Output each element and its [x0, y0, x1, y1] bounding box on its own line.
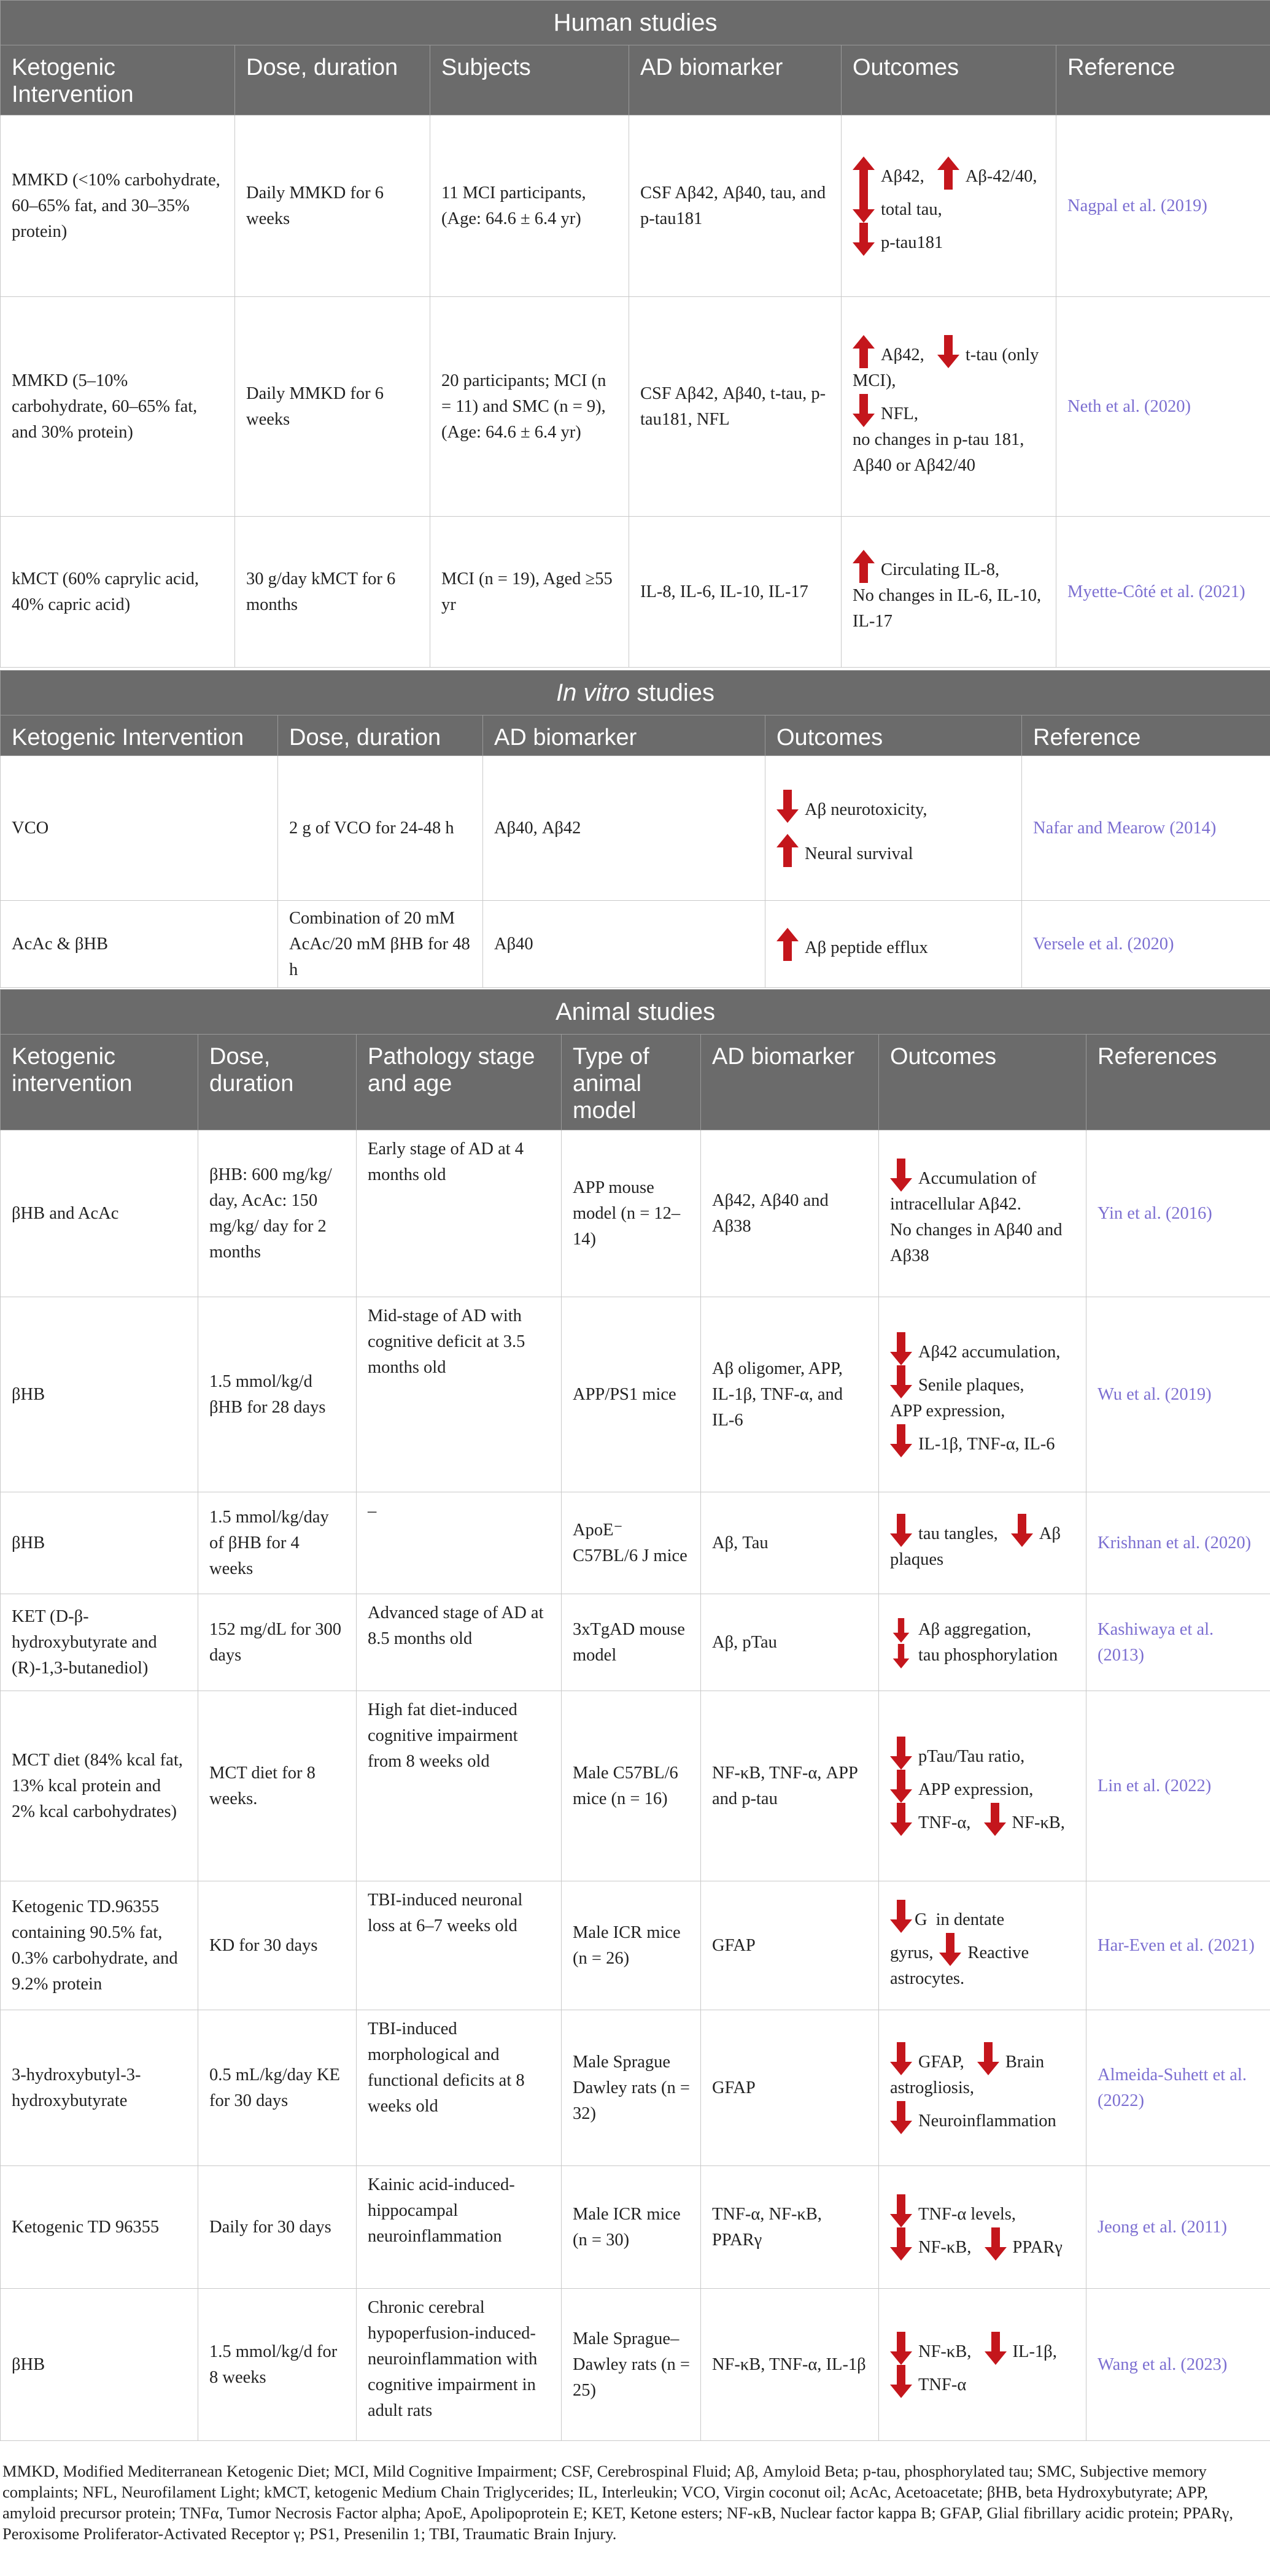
dose-cell: Combination of 20 mM AcAc/20 mM βHB for 48 h [278, 901, 483, 988]
table-row [1, 115, 1270, 297]
arrow-down-icon [939, 1933, 961, 1966]
table-footnote: MMKD, Modified Mediterranean Ketogenic Diet; MCI, Mild Cognitive Impairment; CSF, Cerebrospinal Fluid; Aβ, Amyloid Beta; p-tau, phosphorylated tau; SMC, Subjective memory complaints; NFL, Neurofilament Light; kMCT, ketogenic Medium Chain Triglycerides; IL, Interleukin; VCO, Virgin coconut oil; AcAc, Acetoacetate; βHB, beta Hydroxybutyrate; APP, amyloid precursor protein; TNFα, Tumor Necrosis Factor alpha; ApoE, Apolipoprotein E; KET, Ketone esters; NF-κB, Nuclear factor kappa B; GFAP, Glial fibrillary acidic protein; PPARγ, Peroxisome Proliferator-Activated Receptor γ; PS1, Presenilin 1; TBI, Traumatic Brain Injury. [2, 2462, 1234, 2543]
column-header: AD biomarker [483, 715, 765, 756]
table-row [1, 2010, 1270, 2166]
table-row [1, 2166, 1270, 2289]
outcomes-cell: G⁠ in dentate gyrus, Reactive astrocytes. [879, 1881, 1086, 2010]
column-header: Outcomes [765, 715, 1022, 756]
stage-cell: Chronic cerebral hypoperfusion-induced-neuroinflammation with cognitive impairment in adult rats [357, 2289, 562, 2441]
biomarker-cell: CSF Aβ42, Aβ40, tau, and p-tau181 [629, 115, 842, 297]
biomarker-cell: NF-κB, TNF-α, APP and p-tau [701, 1691, 879, 1881]
model-cell: Male C57BL/6 mice (n = 16) [562, 1691, 701, 1881]
column-header: Pathology stage and age [357, 1035, 562, 1130]
arrow-down-icon [985, 2227, 1007, 2261]
intervention-cell: βHB and AcAc [1, 1130, 198, 1297]
intervention-cell: βHB [1, 1492, 198, 1594]
subjects-cell: 11 MCI participants, (Age: 64.6 ± 6.4 yr) [430, 115, 629, 297]
table-row [1, 1130, 1270, 1297]
column-header: Outcomes [879, 1035, 1086, 1130]
column-header: Ketogenic Intervention [1, 715, 278, 756]
intervention-cell: MMKD (<10% carbohydrate, 60–65% fat, and 30–35% protein) [1, 115, 235, 297]
outcomes-cell: Aβ peptide efflux [765, 901, 1022, 988]
biomarker-cell: Aβ, Tau [701, 1492, 879, 1594]
reference-link[interactable]: Yin et al. (2016) [1086, 1130, 1270, 1297]
stage-cell: TBI-induced morphological and functional deficits at 8 weeks old [357, 2010, 562, 2166]
outcomes-cell: Accumulation of intracellular Aβ42. No changes in Aβ40 and Aβ38 [879, 1130, 1086, 1297]
arrow-down-icon [890, 1618, 912, 1643]
biomarker-cell: Aβ40, Aβ42 [483, 756, 765, 901]
biomarker-cell: Aβ40 [483, 901, 765, 988]
biomarker-cell: CSF Aβ42, Aβ40, t-tau, p-tau181, NFL [629, 297, 842, 517]
arrow-down-icon [890, 1737, 912, 1770]
intervention-cell: βHB [1, 1297, 198, 1492]
stage-cell: Early stage of AD at 4 months old [357, 1130, 562, 1297]
outcomes-cell: Circulating IL-8, No changes in IL-6, IL-10, IL-17 [842, 517, 1056, 668]
reference-link[interactable]: Wang et al. (2023) [1086, 2289, 1270, 2441]
arrow-down-icon [890, 2042, 912, 2075]
arrow-down-icon [853, 223, 875, 256]
column-header: References [1086, 1035, 1270, 1130]
invitro-studies-title: In vitro studies [1, 671, 1270, 715]
arrow-up-icon [853, 156, 875, 190]
stage-cell: – [357, 1492, 562, 1594]
table-row [1, 297, 1270, 517]
dose-cell: Daily for 30 days [198, 2166, 357, 2289]
intervention-cell: KET (D-β-hydroxybutyrate and (R)-1,3-butanediol) [1, 1594, 198, 1691]
outcomes-cell: Aβ42, t-tau (only MCI), NFL, no changes in p-tau 181, Aβ40 or Aβ42/40 [842, 297, 1056, 517]
stage-cell: TBI-induced neuronal loss at 6–7 weeks old [357, 1881, 562, 2010]
arrow-down-icon [890, 1770, 912, 1803]
arrow-down-icon [890, 2332, 912, 2365]
arrow-down-icon [776, 790, 799, 823]
arrow-down-icon [890, 1365, 912, 1398]
outcomes-cell: tau tangles, Aβ plaques [879, 1492, 1086, 1594]
biomarker-cell: Aβ42, Aβ40 and Aβ38 [701, 1130, 879, 1297]
human-studies-table [0, 0, 1270, 668]
intervention-cell: βHB [1, 2289, 198, 2441]
arrow-down-icon [890, 1159, 912, 1192]
model-cell: APP/PS1 mice [562, 1297, 701, 1492]
biomarker-cell: GFAP [701, 2010, 879, 2166]
dose-cell: 152 mg/dL for 300 days [198, 1594, 357, 1691]
biomarker-cell: Aβ, pTau [701, 1594, 879, 1691]
arrow-down-icon [890, 2101, 912, 2134]
intervention-cell: Ketogenic TD.96355 containing 90.5% fat, 0.3% carbohydrate, and 9.2% protein [1, 1881, 198, 2010]
reference-link[interactable]: Lin et al. (2022) [1086, 1691, 1270, 1881]
model-cell: APP mouse model (n = 12–14) [562, 1130, 701, 1297]
arrow-down-icon [890, 1514, 912, 1547]
reference-link[interactable]: Har-Even et al. (2021) [1086, 1881, 1270, 2010]
dose-cell: 0.5 mL/kg/day KE for 30 days [198, 2010, 357, 2166]
dose-cell: 30 g/day kMCT for 6 months [235, 517, 430, 668]
stage-cell: High fat diet-induced cognitive impairment from 8 weeks old [357, 1691, 562, 1881]
intervention-cell: 3-hydroxybutyl-3-hydroxybutyrate [1, 2010, 198, 2166]
dose-cell: Daily MMKD for 6 weeks [235, 297, 430, 517]
outcomes-cell: GFAP, Brain astrogliosis, Neuroinflammation [879, 2010, 1086, 2166]
model-cell: Male ICR mice (n = 30) [562, 2166, 701, 2289]
outcomes-cell: Aβ42, Aβ-42/40, total tau, p-tau181 [842, 115, 1056, 297]
biomarker-cell: NF-κB, TNF-α, IL-1β [701, 2289, 879, 2441]
arrow-up-icon [776, 834, 799, 867]
column-header: Dose, duration [198, 1035, 357, 1130]
intervention-cell: VCO [1, 756, 278, 901]
arrow-down-icon [1011, 1514, 1033, 1547]
stage-cell: Advanced stage of AD at 8.5 months old [357, 1594, 562, 1691]
arrow-down-icon [890, 1644, 912, 1668]
intervention-cell: Ketogenic TD 96355 [1, 2166, 198, 2289]
arrow-down-icon [977, 2042, 999, 2075]
table-row [1, 1492, 1270, 1594]
reference-link[interactable]: Nagpal et al. (2019) [1056, 115, 1270, 297]
reference-link[interactable]: Almeida-Suhett et al. (2022) [1086, 2010, 1270, 2166]
reference-link[interactable]: Kashiwaya et al. (2013) [1086, 1594, 1270, 1691]
biomarker-cell: GFAP [701, 1881, 879, 2010]
column-header: Reference [1056, 45, 1270, 115]
table-row [1, 1594, 1270, 1691]
reference-link[interactable]: Wu et al. (2019) [1086, 1297, 1270, 1492]
arrow-up-icon [853, 550, 875, 583]
invitro-studies-table [0, 670, 1270, 988]
outcomes-cell: Aβ aggregation, tau phosphorylation [879, 1594, 1086, 1691]
intervention-cell: MCT diet (84% kcal fat, 13% kcal protein and 2% kcal carbohydrates) [1, 1691, 198, 1881]
arrow-down-icon [890, 1803, 912, 1836]
biomarker-cell: Aβ oligomer, APP, IL-1β, TNF-α, and IL-6 [701, 1297, 879, 1492]
model-cell: Male ICR mice (n = 26) [562, 1881, 701, 2010]
stage-cell: Mid-stage of AD with cognitive deficit at 3.5 months old [357, 1297, 562, 1492]
intervention-cell: MMKD (5–10% carbohydrate, 60–65% fat, and 30% protein) [1, 297, 235, 517]
biomarker-cell: TNF-α, NF-κB, PPARγ [701, 2166, 879, 2289]
arrow-down-icon [937, 335, 959, 368]
table-row [1, 1881, 1270, 2010]
arrow-down-icon [890, 2227, 912, 2261]
dose-cell: βHB: 600 mg/kg/ day, AcAc: 150 mg/kg/ day for 2 months [198, 1130, 357, 1297]
dose-cell: 1.5 mmol/kg/d for 8 weeks [198, 2289, 357, 2441]
column-header: Dose, duration [278, 715, 483, 756]
column-header: AD biomarker [701, 1035, 879, 1130]
table-row [1, 517, 1270, 668]
dose-cell: 1.5 mmol/kg/day of βHB for 4 weeks [198, 1492, 357, 1594]
table-row [1, 901, 1270, 988]
table-row [1, 1691, 1270, 1881]
table-row [1, 2289, 1270, 2441]
outcomes-cell: Aβ neurotoxicity, Neural survival [765, 756, 1022, 901]
outcomes-cell: NF-κB, IL-1β, TNF-α [879, 2289, 1086, 2441]
table-row [1, 1297, 1270, 1492]
arrow-down-icon [890, 2365, 912, 2398]
intervention-cell: AcAc & βHB [1, 901, 278, 988]
column-header: Ketogenic Intervention [1, 45, 235, 115]
arrow-down-icon [853, 190, 875, 223]
arrow-down-icon [890, 1900, 912, 1933]
arrow-down-icon [984, 1803, 1006, 1836]
column-header: Reference [1022, 715, 1270, 756]
model-cell: 3xTgAD mouse model [562, 1594, 701, 1691]
table-row [1, 756, 1270, 901]
outcomes-cell: Aβ42 accumulation, Senile plaques, APP expression, IL-1β, TNF-α, IL-6 [879, 1297, 1086, 1492]
arrow-up-icon [937, 156, 959, 190]
arrow-up-icon [776, 928, 799, 961]
arrow-down-icon [985, 2332, 1007, 2365]
intervention-cell: kMCT (60% caprylic acid, 40% capric acid) [1, 517, 235, 668]
animal-studies-table [0, 989, 1270, 2441]
human-studies-title: Human studies [1, 1, 1270, 45]
reference-link[interactable]: Krishnan et al. (2020) [1086, 1492, 1270, 1594]
column-header: Dose, duration [235, 45, 430, 115]
arrow-down-icon [890, 2194, 912, 2227]
reference-link[interactable]: Jeong et al. (2011) [1086, 2166, 1270, 2289]
dose-cell: 2 g of VCO for 24-48 h [278, 756, 483, 901]
model-cell: Male Sprague–Dawley rats (n = 25) [562, 2289, 701, 2441]
column-header: Outcomes [842, 45, 1056, 115]
dose-cell: 1.5 mmol/kg/d βHB for 28 days [198, 1297, 357, 1492]
arrow-up-icon [853, 335, 875, 368]
reference-link[interactable]: Myette-Côté et al. (2021) [1056, 517, 1270, 668]
column-header: AD biomarker [629, 45, 842, 115]
stage-cell: Kainic acid-induced-hippocampal neuroinflammation [357, 2166, 562, 2289]
dose-cell: KD for 30 days [198, 1881, 357, 2010]
animal-studies-title: Animal studies [1, 990, 1270, 1035]
reference-link[interactable]: Nafar and Mearow (2014) [1022, 756, 1270, 901]
column-header: Subjects [430, 45, 629, 115]
model-cell: Male Sprague Dawley rats (n = 32) [562, 2010, 701, 2166]
dose-cell: Daily MMKD for 6 weeks [235, 115, 430, 297]
column-header: Ketogenic intervention [1, 1035, 198, 1130]
arrow-down-icon [853, 394, 875, 427]
arrow-down-icon [890, 1424, 912, 1457]
arrow-down-icon [890, 1332, 912, 1365]
outcomes-cell: pTau/Tau ratio, APP expression, TNF-α, NF-κB, [879, 1691, 1086, 1881]
column-header: Type of animal model [562, 1035, 701, 1130]
dose-cell: MCT diet for 8 weeks. [198, 1691, 357, 1881]
subjects-cell: MCI (n = 19), Aged ≥55 yr [430, 517, 629, 668]
model-cell: ApoE⁻ C57BL/6 J mice [562, 1492, 701, 1594]
outcomes-cell: TNF-α levels, NF-κB, PPARγ [879, 2166, 1086, 2289]
biomarker-cell: IL-8, IL-6, IL-10, IL-17 [629, 517, 842, 668]
reference-link[interactable]: Neth et al. (2020) [1056, 297, 1270, 517]
reference-link[interactable]: Versele et al. (2020) [1022, 901, 1270, 988]
subjects-cell: 20 participants; MCI (n = 11) and SMC (n = 9), (Age: 64.6 ± 6.4 yr) [430, 297, 629, 517]
